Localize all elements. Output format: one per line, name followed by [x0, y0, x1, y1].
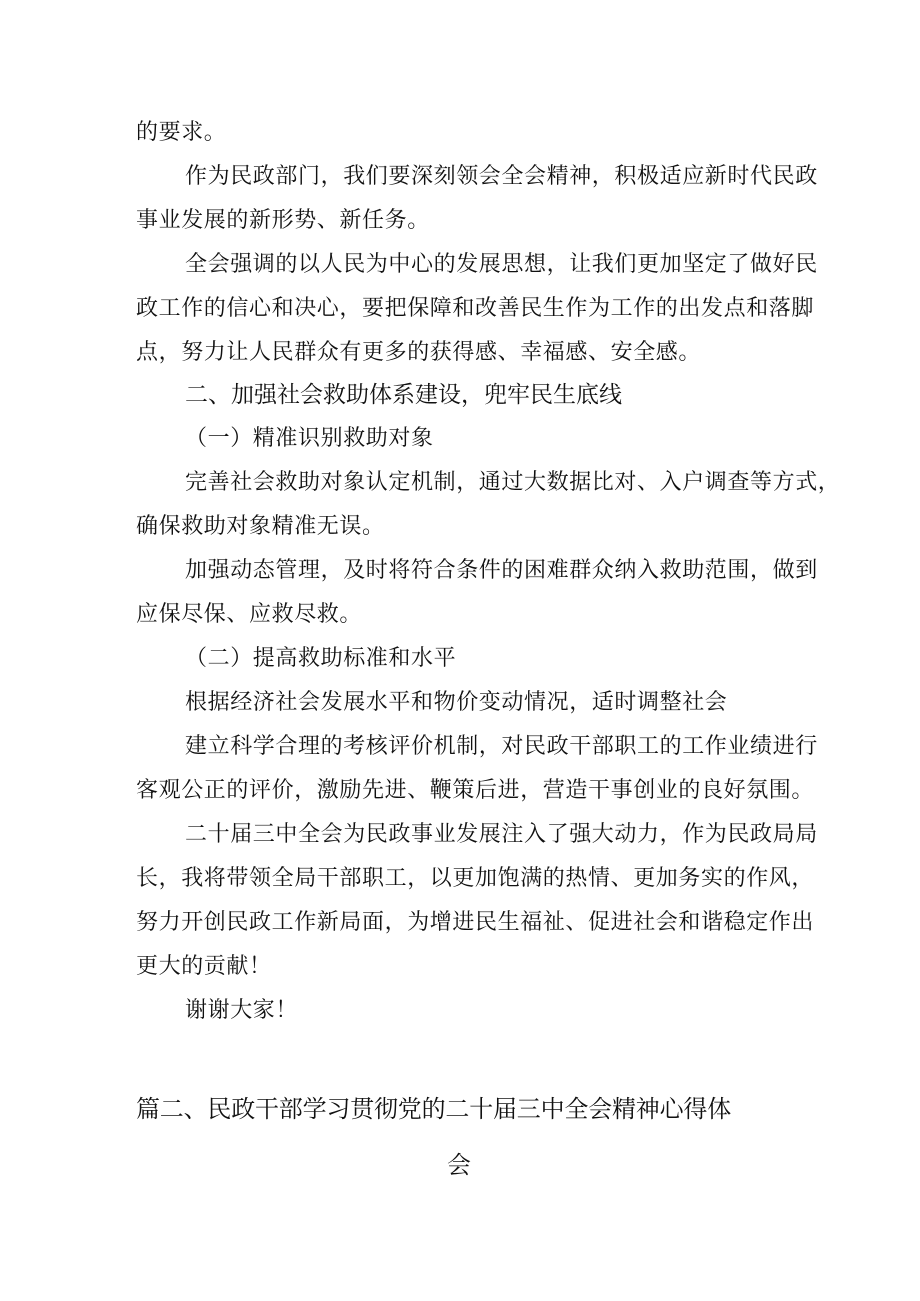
text-line: 客观公正的评价，激励先进、鞭策后进，营造干事创业的良好氛围。 [136, 778, 815, 803]
text-line: 建立科学合理的考核评价机制，对民政干部职工的工作业绩进行 [185, 734, 818, 759]
subsection-heading: （二）提高救助标准和水平 [185, 646, 457, 671]
text-line: 长，我将带领全局干部职工，以更加饱满的热情、更加务实的作风， [136, 866, 815, 891]
text-line: 的要求。 [136, 120, 227, 145]
text-line: 更大的贡献！ [136, 954, 272, 979]
text-line: 应保尽保、应救尽救。 [136, 602, 363, 627]
section-heading: 二、加强社会救助体系建设，兜牢民生底线 [185, 382, 622, 408]
section-title-continuation: 会 [447, 1151, 471, 1179]
text-line: 根据经济社会发展水平和物价变动情况，适时调整社会 [185, 690, 728, 715]
text-line: 点，努力让人民群众有更多的获得感、幸福感、安全感。 [136, 340, 702, 365]
subsection-heading: （一）精准识别救助对象 [185, 426, 434, 451]
text-line: 谢谢大家！ [185, 998, 299, 1023]
text-line: 加强动态管理，及时将符合条件的困难群众纳入救助范围，做到 [185, 558, 818, 583]
text-line: 作为民政部门，我们要深刻领会全会精神，积极适应新时代民政 [185, 164, 818, 189]
text-line: 政工作的信心和决心，要把保障和改善民生作为工作的出发点和落脚 [136, 296, 815, 321]
text-line: 事业发展的新形势、新任务。 [136, 208, 430, 233]
text-line: 全会强调的以人民为中心的发展思想，让我们更加坚定了做好民 [185, 252, 818, 277]
text-line: 二十届三中全会为民政事业发展注入了强大动力，作为民政局局 [185, 822, 818, 847]
text-line: 完善社会救助对象认定机制，通过大数据比对、入户调查等方式， [185, 470, 841, 495]
text-line: 确保救助对象精准无误。 [136, 514, 385, 539]
text-line: 努力开创民政工作新局面，为增进民生福祉、促进社会和谐稳定作出 [136, 910, 815, 935]
section-title: 篇二、民政干部学习贯彻党的二十届三中全会精神心得体 [136, 1095, 731, 1123]
